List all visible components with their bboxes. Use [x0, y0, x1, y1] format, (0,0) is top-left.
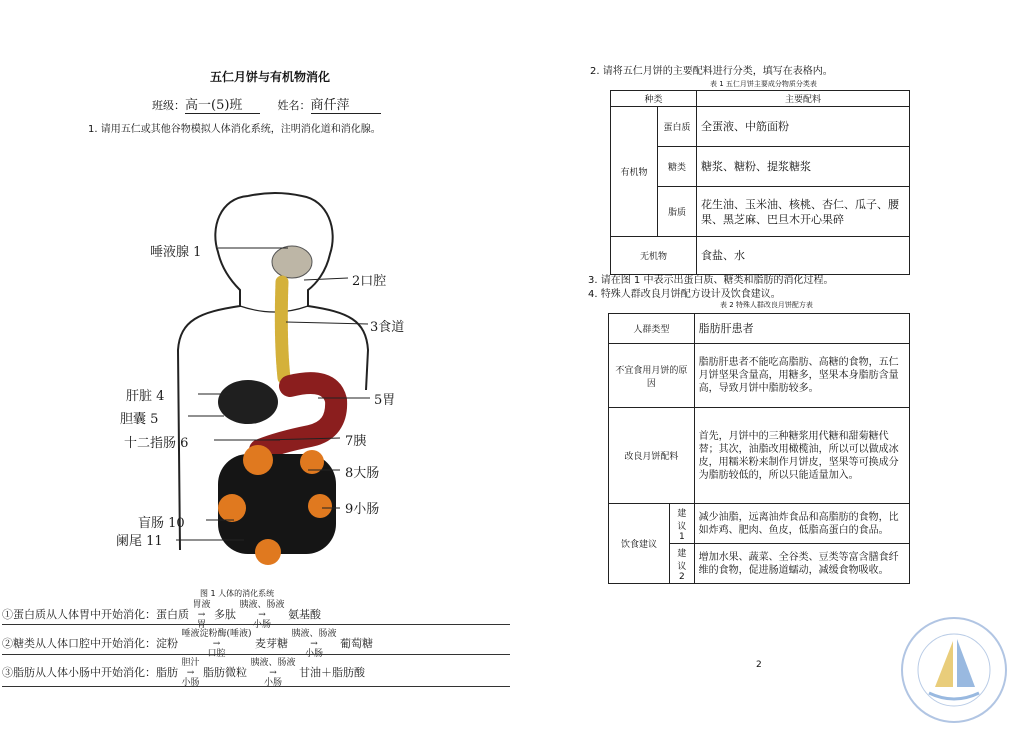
t1-sugar: 糖类	[658, 147, 697, 187]
apricot-5	[255, 539, 281, 565]
label-pancreas: 7胰	[345, 434, 367, 449]
t1-sugar-value: 糖浆、糖粉、提浆糖浆	[697, 147, 910, 187]
label-appendix: 阑尾 11	[116, 534, 163, 549]
t1-header-type: 种类	[611, 91, 697, 107]
question-4: 4. 特殊人群改良月饼配方设计及饮食建议。	[588, 289, 781, 300]
t1-fat-value: 花生油、玉米油、核桃、杏仁、瓜子、腰果、黑芝麻、巴旦木开心果碎	[697, 187, 910, 237]
label-large-intestine: 8大肠	[345, 466, 380, 481]
figure-caption: 图 1 人体的消化系统	[200, 589, 275, 598]
salivary-grains	[272, 246, 312, 278]
t2-advice-1-value: 减少油脂，远离油炸食品和高脂肪的食物，比如炸鸡、肥肉、鱼皮，低脂高蛋白的食品。	[694, 504, 909, 544]
t2-reason-value: 脂肪肝患者不能吃高脂肪、高糖的食物，五仁月饼坚果含量高，用糖多，坚果本身脂肪含量高，导致月饼中脂肪较多。	[694, 344, 909, 408]
t1-protein: 蛋白质	[658, 107, 697, 147]
question-3: 3. 请在图 1 中表示出蛋白质、糖类和脂肪的消化过程。	[588, 275, 834, 286]
t2-advice: 饮食建议	[609, 504, 670, 584]
t1-protein-value: 全蛋液、中筋面粉	[697, 107, 910, 147]
liver-beans	[218, 380, 278, 424]
student-info	[152, 94, 381, 114]
answer-line-3	[2, 686, 510, 687]
worksheet-title: 五仁月饼与有机物消化	[209, 70, 330, 84]
apricot-4	[308, 494, 332, 518]
answer-protein: ①蛋白质从人体胃中开始消化：蛋白质 胃液 → 胃 多肽 胰液、肠液 → 小肠 氨基酸	[2, 600, 322, 630]
apricot-3	[218, 494, 246, 522]
t1-organic: 有机物	[611, 107, 658, 237]
t1-inorganic-value: 食盐、水	[697, 237, 910, 275]
label-mouth: 2口腔	[352, 274, 387, 289]
label-gallbladder: 胆囊 5	[120, 412, 159, 427]
label-esophagus: 3食道	[370, 320, 405, 335]
page-number: 2	[756, 660, 762, 670]
class-label: 班级：	[152, 99, 185, 112]
t2-advice-2-value: 增加水果、蔬菜、全谷类、豆类等富含膳食纤维的食物，促进肠道蠕动，减缓食物吸收。	[694, 544, 909, 584]
answer-fat: ③脂肪从人体小肠中开始消化：脂肪 胆汁 → 小肠 脂肪微粒 胰液、肠液 → 小肠 甘油＋脂肪酸	[2, 658, 366, 688]
t2-improve: 改良月饼配料	[609, 408, 695, 504]
label-small-intestine: 9小肠	[345, 502, 380, 517]
improved-recipe-table	[608, 313, 910, 584]
t2-type-value: 脂肪肝患者	[694, 314, 909, 344]
ingredient-table	[610, 90, 910, 275]
answer-sugar: ②糖类从人体口腔中开始消化：淀粉 唾液淀粉酶(唾液) → 口腔 麦芽糖 胰液、肠液 → 小肠 葡萄糖	[2, 629, 374, 659]
t1-header-ingredients: 主要配料	[697, 91, 910, 107]
t1-inorganic: 无机物	[611, 237, 697, 275]
t2-advice-1: 建议 1	[670, 504, 695, 544]
t1-fat: 脂质	[658, 187, 697, 237]
t2-improve-value: 首先，月饼中的三种糖浆用代糖和甜菊糖代替；其次，油脂改用橄榄油，所以可以做成冰皮，用糯米粉来制作月饼皮，坚果等可换成分为脂肪较低的，所以只能适量加入。	[694, 408, 909, 504]
label-stomach: 5胃	[374, 393, 396, 408]
question-1: 1. 请用五仁或其他谷物模拟人体消化系统，注明消化道和消化腺。	[88, 124, 381, 135]
t2-advice-2: 建议 2	[670, 544, 695, 584]
school-seal-watermark	[895, 615, 1013, 725]
t2-reason: 不宜食用月饼的原因	[609, 344, 695, 408]
answer-line-1	[2, 624, 510, 625]
label-liver: 肝脏 4	[126, 389, 165, 404]
table2-caption: 表 2 特殊人群改良月饼配方表	[720, 301, 813, 309]
label-salivary: 唾液腺 1	[150, 245, 202, 260]
label-duodenum: 十二指肠 6	[124, 436, 189, 451]
table1-caption: 表 1 五仁月饼主要成分物质分类表	[710, 80, 817, 88]
answer-line-2	[2, 654, 510, 655]
class-value: 高一(5)班	[185, 94, 260, 114]
apricot-1	[243, 445, 273, 475]
question-2: 2. 请将五仁月饼的主要配料进行分类，填写在表格内。	[590, 66, 833, 77]
neck-line	[240, 306, 308, 312]
t2-type: 人群类型	[609, 314, 695, 344]
esophagus-corn	[281, 282, 284, 378]
name-value: 商仟萍	[311, 94, 381, 114]
label-cecum: 盲肠 10	[138, 516, 185, 531]
name-label: 姓名：	[277, 99, 311, 112]
